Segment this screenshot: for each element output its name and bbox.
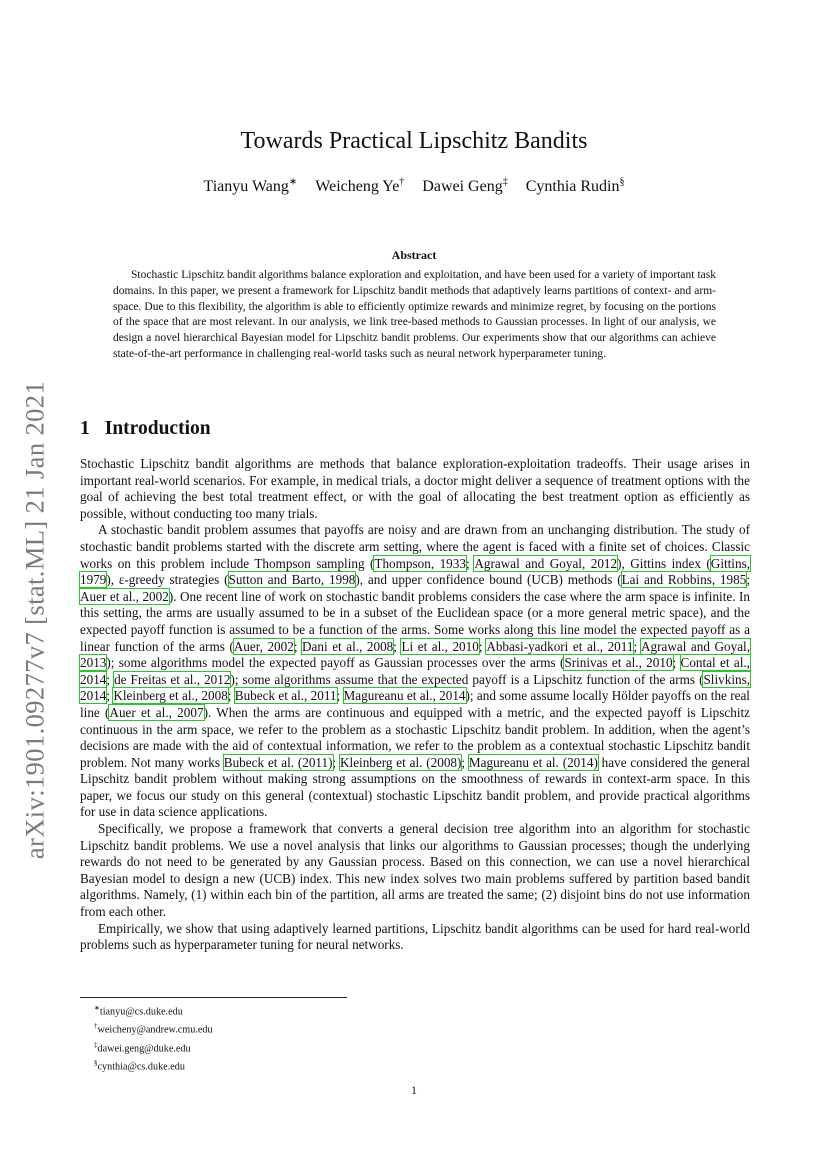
footnote-email: dawei.geng@duke.edu <box>97 1043 191 1055</box>
citation-link[interactable]: Contal et al., 2014 <box>80 655 750 687</box>
footnote: §cynthia@cs.duke.edu <box>94 1059 185 1073</box>
paragraph: Stochastic Lipschitz bandit algorithms are methods that balance exploration-exploitation tradeoffs. Their usage arises in important real-world scenarios. For example, in medical trials, a doctor might deliver a sequence of treatment options with the goal of achieving the best total treatment effect, or with the goal of allocating the best treatment option as efficiently as possible, without conducting too many trials. <box>80 456 750 521</box>
citation-link[interactable]: Dani et al., 2008 <box>302 638 394 654</box>
citation-link[interactable]: Auer et al., 2002 <box>80 588 169 604</box>
author: Weicheng Ye† <box>315 177 405 196</box>
footnote-email: weicheny@andrew.cmu.edu <box>97 1024 213 1036</box>
citation-link[interactable]: Agrawal and Goyal, 2013 <box>80 638 751 671</box>
footnotes <box>94 1001 213 1075</box>
author-mark: § <box>619 177 625 188</box>
paper-title: Towards Practical Lipschitz Bandits <box>240 128 588 154</box>
citation-link[interactable]: Agrawal and Goyal, 2012 <box>474 555 618 571</box>
footnote: †weicheny@andrew.cmu.edu <box>94 1022 213 1036</box>
citation-link[interactable]: Magureanu et al. (2014) <box>468 754 598 770</box>
author-mark: ‡ <box>502 177 508 188</box>
citation-link[interactable]: Kleinberg et al., 2008 <box>113 688 228 704</box>
author-mark: ∗ <box>288 177 298 188</box>
citation-link[interactable]: Gittins, 1979 <box>80 555 750 588</box>
section-title: Introduction <box>104 418 211 439</box>
footnote-email: cynthia@cs.duke.edu <box>97 1061 185 1073</box>
footnote-divider <box>80 997 347 998</box>
citation-link[interactable]: Bubeck et al., 2011 <box>234 688 337 704</box>
author: Tianyu Wang∗ <box>203 177 298 196</box>
arxiv-identifier: arXiv:1901.09277v7 [stat.ML] 21 Jan 2021 <box>19 380 50 860</box>
citation-link[interactable]: Magureanu et al., 2014 <box>343 688 466 704</box>
author-list <box>0 177 828 196</box>
citation-link[interactable]: Abbasi-yadkori et al., 2011 <box>486 638 634 654</box>
citation-link[interactable]: Sutton and Barto, 1998 <box>228 572 356 588</box>
paragraph: A stochastic bandit problem assumes that payoffs are noisy and are drawn from an unchanging distribution. The study of stochastic bandit problems started with the discrete arm setting, where the agent is faced with a finite set of choices. Classic works on this problem include Thompson sampling (Thompson, 1933; Agrawal and Goyal, 2012), Gittins index (Gittins, 1979), ε-greedy strategies (Sutton and Barto, 1998), and upper confidence bound (UCB) methods (Lai and Robbins, 1985; Auer et al., 2002). One recent line of work on stochastic bandit problems considers the case where the arm space is infinite. In this setting, the arms are usually assumed to be in a subset of the Euclidean space (or a more general metric space), and the expected payoff function is assumed to be a function of the arms. Some works along this line model the expected payoff as a linear function of the arms (Auer, 2002; Dani et al., 2008; Li et al., 2010; Abbasi-yadkori et al., 2011; Agrawal and Goyal, 2013); some algorithms model the expected payoff as Gaussian processes over the arms (Srinivas et al., 2010; Contal et al., 2014; de Freitas et al., 2012); some algorithms assume that the expected payoff is a Lipschitz function of the arms (Slivkins, 2014; Kleinberg et al., 2008; Bubeck et al., 2011; Magureanu et al., 2014); and some assume locally Hölder payoffs on the real line (Auer et al., 2007). When the arms are continuous and equipped with a metric, and the expected payoff is Lipschitz continuous in the arm space, we refer to the problem as a stochastic Lipschitz bandit problem. In addition, when the agent’s decisions are made with the aid of contextual information, we refer to the problem as a contextual stochastic Lipschitz bandit problem. Not many works Bubeck et al. (2011); Kleinberg et al. (2008); Magureanu et al. (2014) have considered the general Lipschitz bandit problem without making strong assumptions on the smoothness of rewards in context-arm space. In this paper, we focus our study on this general (contextual) stochastic Lipschitz bandit problem, and provide practical algorithms for use in data science applications. <box>80 522 751 820</box>
author: Dawei Geng‡ <box>422 177 508 196</box>
introduction-body <box>80 456 750 954</box>
abstract-heading: Abstract <box>391 248 437 262</box>
citation-link[interactable]: Bubeck et al. (2011) <box>223 754 333 770</box>
page-number: 1 <box>411 1083 417 1097</box>
section-number: 1 <box>80 418 90 439</box>
footnote: ‡dawei.geng@duke.edu <box>94 1040 191 1055</box>
citation-link[interactable]: Auer et al., 2007 <box>109 704 204 720</box>
citation-link[interactable]: de Freitas et al., 2012 <box>114 671 231 687</box>
footnote-email: tianyu@cs.duke.edu <box>99 1006 183 1018</box>
citation-link[interactable]: Srinivas et al., 2010 <box>564 655 673 671</box>
author: Cynthia Rudin§ <box>525 177 625 196</box>
footnote: ∗tianyu@cs.duke.edu <box>94 1004 183 1018</box>
author-mark: † <box>399 177 405 188</box>
citation-link[interactable]: Slivkins, 2014 <box>80 671 751 704</box>
paragraph: Specifically, we propose a framework that converts a general decision tree algorithm into an algorithm for stochastic Lipschitz bandit problems. We use a novel analysis that links our algorithms to Gaussian processes; though the underlying rewards do not need to be generated by any Gaussian process. Based on this connection, we can use a novel hierarchical Bayesian model to design a new (UCB) index. This new index solves two main problems suffered by partition based bandit algorithms. Namely, (1) within each bin of the partition, all arms are treated the same; (2) disjoint bins do not use information from each other. <box>80 821 750 920</box>
section-heading <box>80 418 211 440</box>
paragraph: Empirically, we show that using adaptively learned partitions, Lipschitz bandit algorithms can be used for hard real-world problems such as hyperparameter tuning for neural networks. <box>80 920 750 953</box>
abstract-text: Stochastic Lipschitz bandit algorithms balance exploration and exploitation, and have been used for a variety of important task domains. In this paper, we present a framework for Lipschitz bandit methods that adaptively learns partitions of context- and arm-space. Due to this flexibility, the algorithm is able to efficiently optimize rewards and minimize regret, by focusing on the portions of the space that are most relevant. In our analysis, we link tree-based methods to Gaussian processes. In light of our analysis, we design a novel hierarchical Bayesian model for Lipschitz bandit problems. Our experiments show that our algorithms can achieve state-of-the-art performance in challenging real-world tasks such as neural network hyperparameter tuning. <box>113 269 716 360</box>
citation-link[interactable]: Auer, 2002 <box>233 638 294 654</box>
arxiv-sidebar <box>14 0 56 1171</box>
citation-link[interactable]: Thompson, 1933 <box>374 555 466 571</box>
citation-link[interactable]: Lai and Robbins, 1985 <box>621 572 747 588</box>
citation-link[interactable]: Li et al., 2010 <box>401 638 479 654</box>
citation-link[interactable]: Kleinberg et al. (2008) <box>340 754 462 770</box>
